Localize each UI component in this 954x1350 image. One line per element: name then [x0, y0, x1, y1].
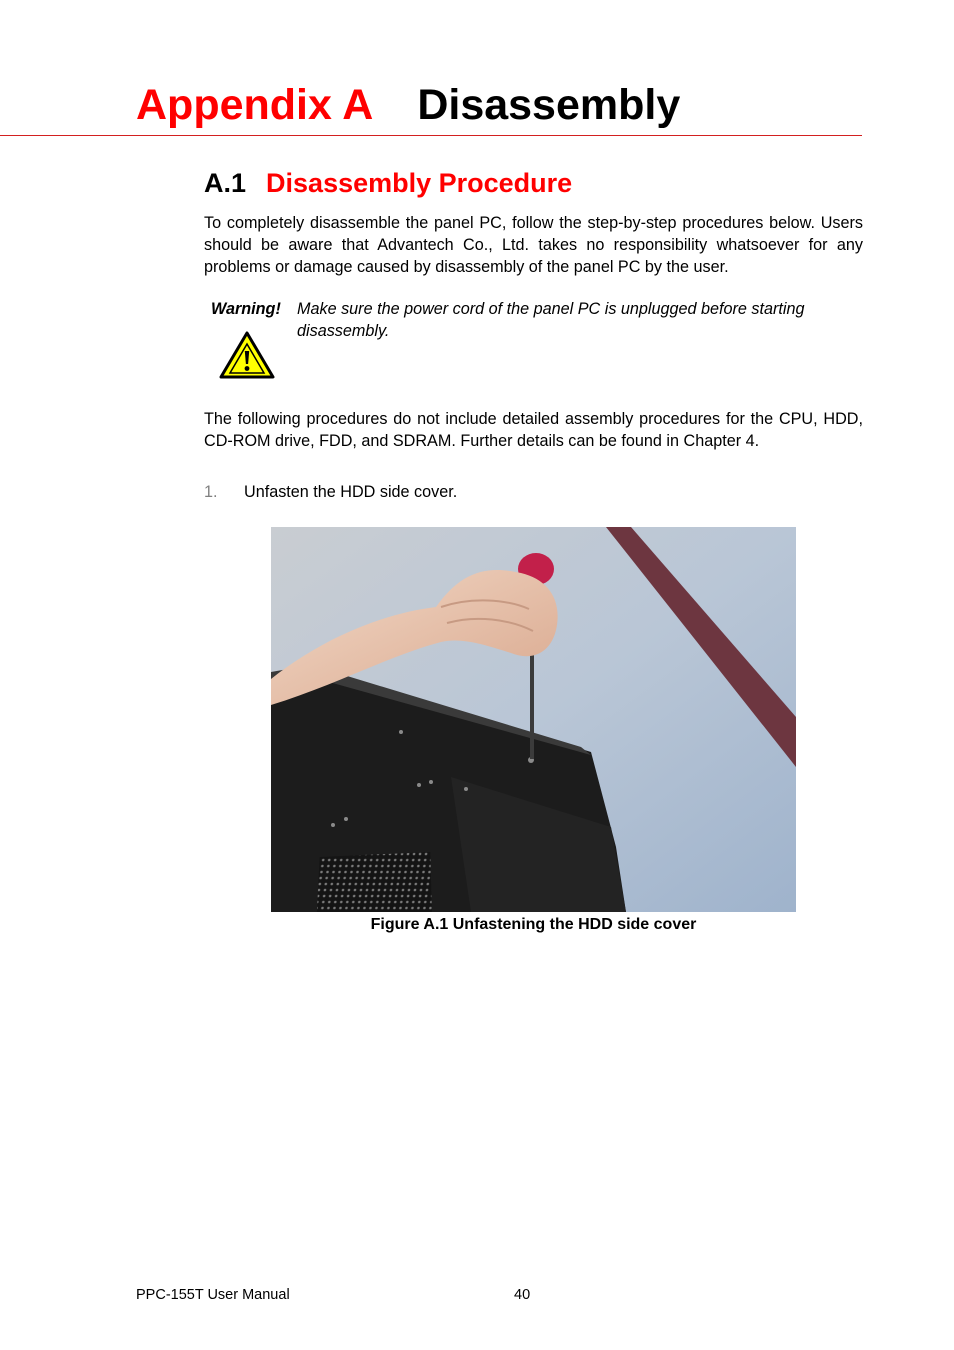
chapter-label: Appendix A: [136, 81, 374, 129]
section-number: A.1: [204, 168, 247, 198]
hdd-cover-photo: [271, 527, 796, 912]
chapter-name: Disassembly: [417, 81, 681, 129]
note-paragraph: The following procedures do not include detailed assembly procedures for the CPU, HDD, CD-ROM drive, FDD, and SDRAM. Further details can be found in Chapter 4.: [204, 410, 863, 450]
warning-label: Warning!: [211, 300, 281, 318]
chapter-divider: [0, 135, 862, 136]
chapter-title: [136, 78, 680, 132]
figure-caption: Figure A.1 Unfastening the HDD side cover: [370, 916, 697, 933]
step-item: [204, 481, 854, 503]
section-heading: [204, 166, 572, 200]
footer-page-number: 40: [514, 1287, 531, 1303]
footer-manual-title: PPC-155T User Manual: [136, 1287, 290, 1303]
warning-text: Make sure the power cord of the panel PC is unplugged before starting disassembly.: [297, 300, 805, 340]
step-number: 1.: [204, 483, 218, 501]
step-text: Unfasten the HDD side cover.: [244, 483, 458, 501]
intro-paragraph: To completely disassemble the panel PC, follow the step-by-step procedures below. Users should be aware that Advantech Co., Ltd. takes no responsibility whatsoever for any problems or damage caused by disassembly of the panel PC by the user.: [204, 214, 863, 276]
warning-triangle-icon: [218, 330, 276, 380]
section-title: Disassembly Procedure: [266, 168, 573, 198]
